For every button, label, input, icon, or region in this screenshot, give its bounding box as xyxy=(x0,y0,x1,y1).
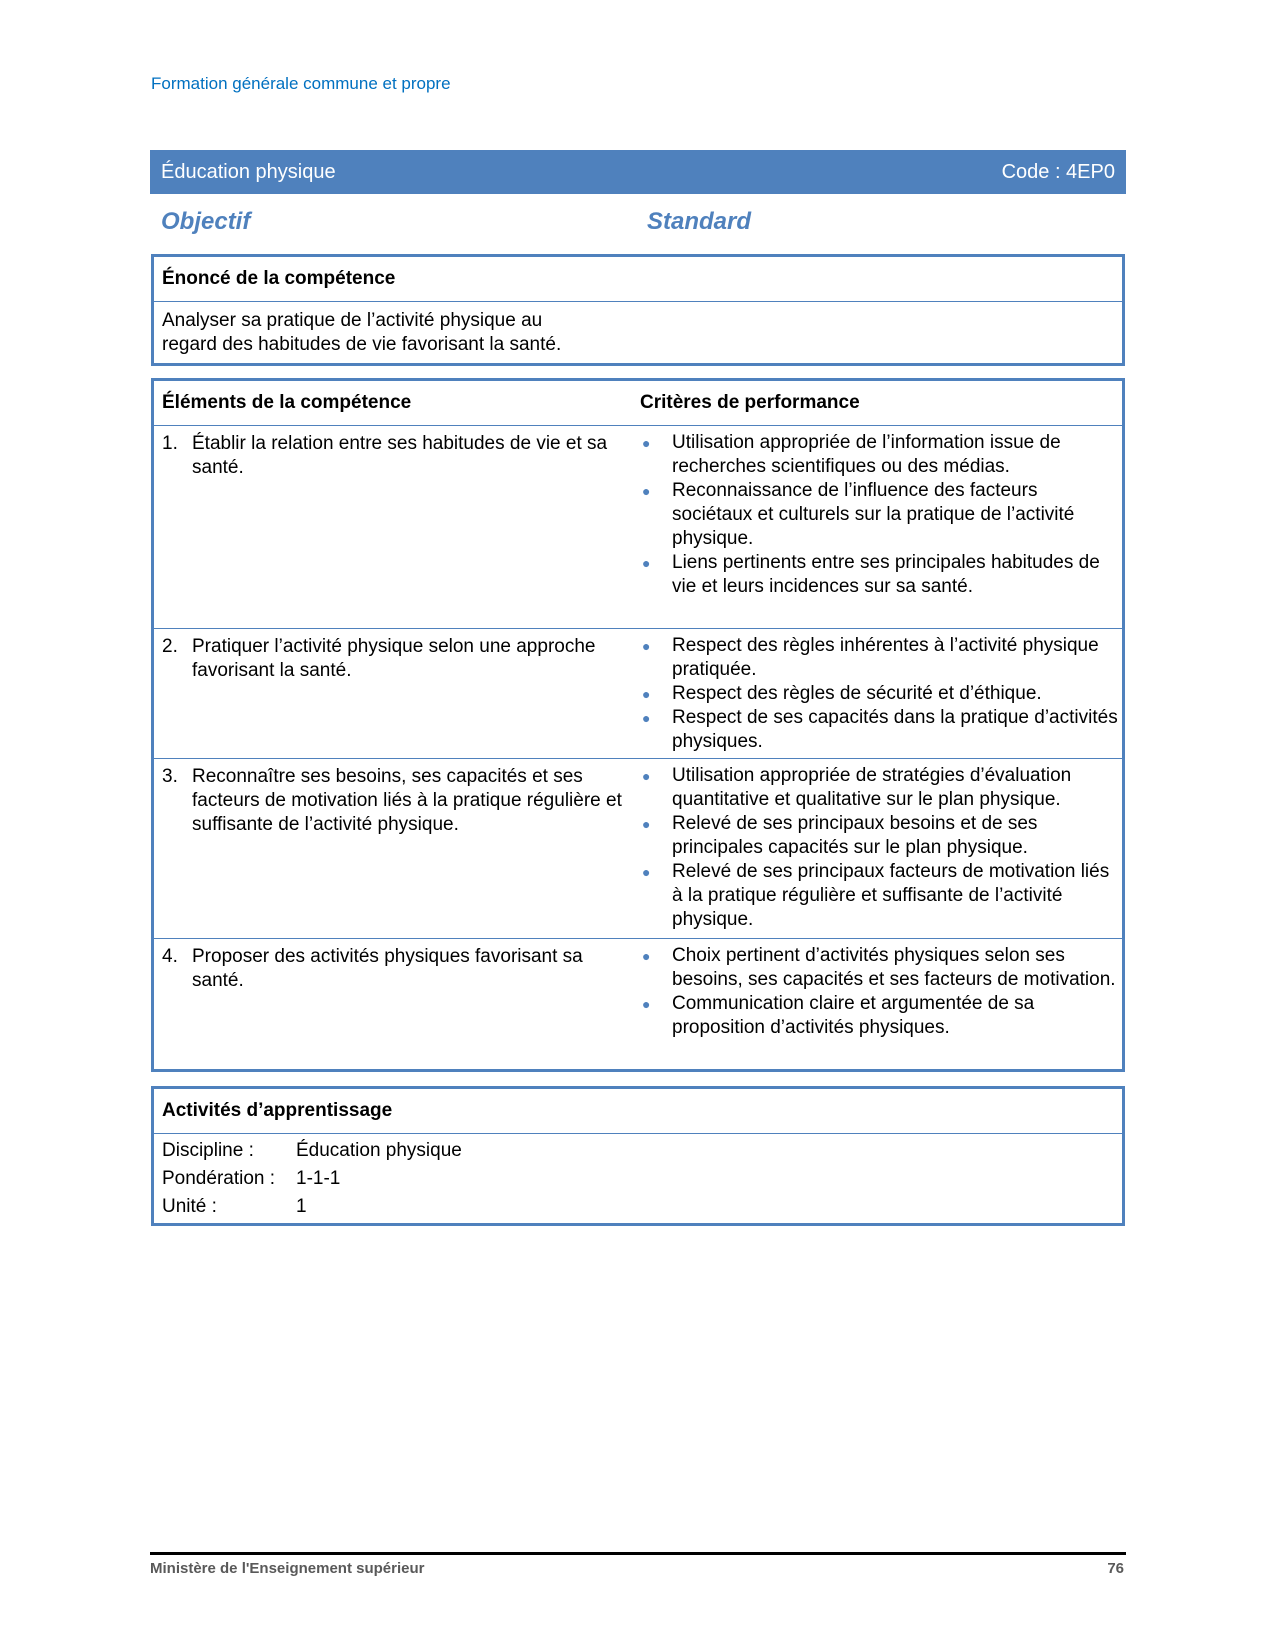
bullet-icon: ● xyxy=(642,948,651,964)
criterion-item xyxy=(640,682,1118,706)
course-title-bar xyxy=(150,150,1126,194)
element-text: Établir la relation entre ses habitudes de vie et sa santé. xyxy=(192,433,608,478)
element-cell xyxy=(154,629,640,758)
element-number: 1. xyxy=(162,433,178,454)
element-cell xyxy=(154,939,640,1069)
criterion-text: Liens pertinents entre ses principales habitudes de vie et leurs incidences sur sa santé. xyxy=(672,552,1100,597)
enonce-heading: Énoncé de la compétence xyxy=(154,257,1122,302)
element-text: Proposer des activités physiques favorisant sa santé. xyxy=(192,946,583,991)
element-number: 2. xyxy=(162,636,178,657)
footer-rule xyxy=(150,1552,1126,1555)
bullet-icon: ● xyxy=(642,435,651,451)
bullet-icon: ● xyxy=(642,483,651,499)
criterion-item xyxy=(640,431,1118,479)
elements-table-body xyxy=(154,426,1122,1069)
footer-publisher: Ministère de l'Enseignement supérieur xyxy=(150,1560,425,1577)
page-footer xyxy=(150,1560,1126,1577)
field-value: 1-1-1 xyxy=(296,1168,341,1189)
bullet-icon: ● xyxy=(642,686,651,702)
criterion-item xyxy=(640,706,1118,754)
criterion-item xyxy=(640,812,1118,860)
objectif-heading: Objectif xyxy=(161,208,251,235)
criterion-text: Utilisation appropriée de stratégies d’évaluation quantitative et qualitative sur le plan physique. xyxy=(672,765,1072,810)
course-title: Éducation physique xyxy=(161,160,336,183)
activites-box xyxy=(151,1086,1125,1226)
criterion-item xyxy=(640,634,1118,682)
criterion-item xyxy=(640,551,1118,599)
enonce-text: Analyser sa pratique de l’activité physique au regard des habitudes de vie favorisant la santé. xyxy=(162,310,562,355)
criterion-item xyxy=(640,764,1118,812)
criteria-cell xyxy=(640,629,1122,758)
element-cell xyxy=(154,759,640,938)
element-text: Reconnaître ses besoins, ses capacités et ses facteurs de motivation liés à la pratique régulière et suffisante de l’activité physique. xyxy=(192,766,622,835)
criteria-cell xyxy=(640,426,1122,628)
criterion-item xyxy=(640,479,1118,551)
elements-column-heading: Éléments de la compétence xyxy=(162,392,412,413)
element-number: 3. xyxy=(162,766,178,787)
elements-table xyxy=(151,378,1125,1072)
bullet-icon: ● xyxy=(642,710,651,726)
activite-field xyxy=(162,1137,1114,1165)
field-value: 1 xyxy=(296,1196,307,1217)
element-number: 4. xyxy=(162,946,178,967)
section-subheads xyxy=(161,208,1121,240)
running-head: Formation générale commune et propre xyxy=(151,74,451,93)
bullet-icon: ● xyxy=(642,864,651,880)
criterion-text: Relevé de ses principaux besoins et de ses principales capacités sur le plan physique. xyxy=(672,813,1038,858)
activites-heading: Activités d’apprentissage xyxy=(154,1089,1122,1134)
criterion-text: Respect de ses capacités dans la pratique d’activités physiques. xyxy=(672,707,1118,752)
field-value: Éducation physique xyxy=(296,1140,462,1161)
activite-field xyxy=(162,1193,1114,1221)
activites-fields xyxy=(154,1134,1122,1227)
element-text: Pratiquer l’activité physique selon une approche favorisant la santé. xyxy=(192,636,596,681)
criterion-text: Relevé de ses principaux facteurs de motivation liés à la pratique régulière et suffisante de l’activité physique. xyxy=(672,861,1110,930)
table-row xyxy=(154,426,1122,629)
enonce-box xyxy=(151,254,1125,366)
criterion-item xyxy=(640,944,1118,992)
field-label: Pondération : xyxy=(162,1168,276,1189)
table-row xyxy=(154,759,1122,939)
course-code: Code : 4EP0 xyxy=(1001,160,1115,183)
criterion-text: Reconnaissance de l’influence des facteurs sociétaux et culturels sur la pratique de l’activité physique. xyxy=(672,480,1075,549)
field-label: Discipline : xyxy=(162,1140,254,1161)
field-label: Unité : xyxy=(162,1196,217,1217)
bullet-icon: ● xyxy=(642,768,651,784)
elements-table-header xyxy=(154,381,1122,426)
criterion-text: Choix pertinent d’activités physiques selon ses besoins, ses capacités et ses facteurs de motivation. xyxy=(672,945,1116,990)
criterion-text: Utilisation appropriée de l’information issue de recherches scientifiques ou des médias. xyxy=(672,432,1061,477)
table-row xyxy=(154,939,1122,1069)
bullet-icon: ● xyxy=(642,816,651,832)
page-number: 76 xyxy=(1107,1560,1124,1577)
standard-heading: Standard xyxy=(647,208,752,235)
bullet-icon: ● xyxy=(642,638,651,654)
element-cell xyxy=(154,426,640,628)
table-row xyxy=(154,629,1122,759)
activite-field xyxy=(162,1165,1114,1193)
criterion-text: Communication claire et argumentée de sa proposition d’activités physiques. xyxy=(672,993,1035,1038)
criterion-item xyxy=(640,992,1118,1040)
criteria-cell xyxy=(640,939,1122,1069)
bullet-icon: ● xyxy=(642,555,651,571)
criteria-column-heading: Critères de performance xyxy=(640,392,860,413)
criterion-item xyxy=(640,860,1118,932)
criterion-text: Respect des règles inhérentes à l’activité physique pratiquée. xyxy=(672,635,1099,680)
criterion-text: Respect des règles de sécurité et d’éthique. xyxy=(672,683,1042,704)
bullet-icon: ● xyxy=(642,996,651,1012)
criteria-cell xyxy=(640,759,1122,938)
